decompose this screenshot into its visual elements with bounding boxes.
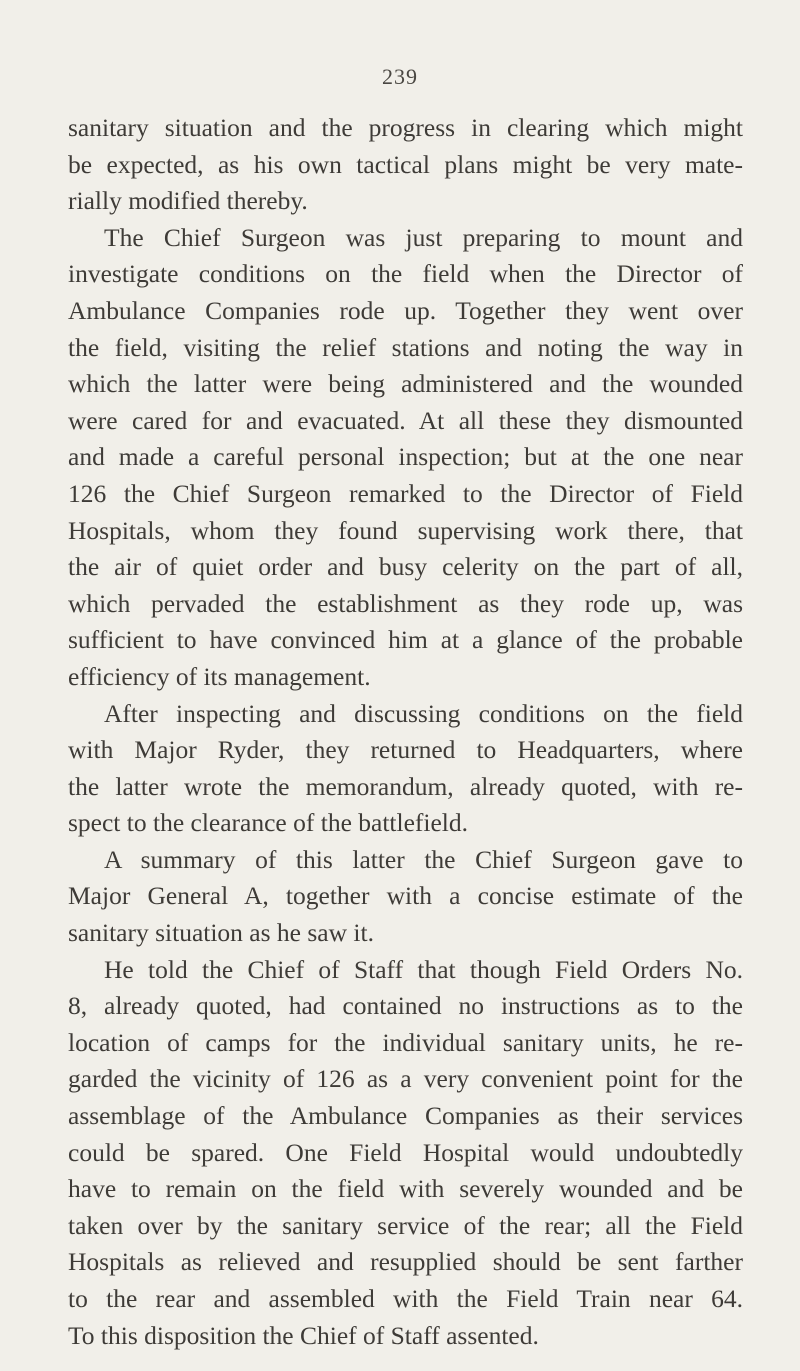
text-line: Hospitals as relieved and resupplied should be sent farther bbox=[68, 1247, 743, 1277]
text-line: spect to the clearance of the battlefield. bbox=[68, 808, 469, 838]
text-line: have to remain on the field with severely wounded and be bbox=[68, 1174, 743, 1204]
text-line: the air of quiet order and busy celerity on the part of all, bbox=[68, 552, 743, 582]
text-line: To this disposition the Chief of Staff assented. bbox=[68, 1320, 539, 1350]
text-line: sufficient to have convinced him at a glance of the probable bbox=[68, 625, 743, 655]
text-line: assemblage of the Ambulance Companies as their services bbox=[68, 1101, 743, 1131]
body-text bbox=[68, 110, 743, 1354]
page-number: 239 bbox=[382, 64, 418, 89]
text-line: the field, visiting the relief stations and noting the way in bbox=[68, 332, 743, 362]
text-line: Ambulance Companies rode up. Together they went over bbox=[68, 295, 743, 325]
text-line: to the rear and assembled with the Field Train near 64. bbox=[68, 1284, 743, 1313]
text-line: investigate conditions on the field when the Director of bbox=[68, 259, 743, 289]
text-line: with Major Ryder, they returned to Headquarters, where bbox=[68, 735, 743, 765]
text-line: efficiency of its management. bbox=[68, 661, 371, 691]
text-line: the latter wrote the memorandum, already quoted, with re- bbox=[68, 771, 743, 801]
paragraph-first-line: The Chief Surgeon was just preparing to mount and bbox=[104, 222, 743, 252]
text-line: which pervaded the establishment as they rode up, was bbox=[68, 588, 743, 618]
text-line: sanitary situation and the progress in clearing which might bbox=[68, 113, 743, 142]
paragraph-first-line: He told the Chief of Staff that though Field Orders No. bbox=[104, 954, 743, 984]
paragraph-first-line: A summary of this latter the Chief Surgeon gave to bbox=[104, 844, 743, 874]
text-line: 8, already quoted, had contained no instructions as to the bbox=[68, 991, 743, 1021]
text-line: rially modified thereby. bbox=[68, 186, 308, 216]
text-line: location of camps for the individual sanitary units, he re- bbox=[68, 1027, 743, 1057]
text-line: sanitary situation as he saw it. bbox=[68, 918, 374, 948]
text-line: 126 the Chief Surgeon remarked to the Director of Field bbox=[68, 478, 743, 508]
text-line: Major General A, together with a concise estimate of the bbox=[68, 881, 743, 911]
text-line: were cared for and evacuated. At all these they dismounted bbox=[68, 405, 743, 435]
text-line: taken over by the sanitary service of the rear; all the Field bbox=[68, 1210, 743, 1240]
text-line: garded the vicinity of 126 as a very convenient point for the bbox=[68, 1064, 743, 1094]
text-line: which the latter were being administered and the wounded bbox=[68, 369, 743, 399]
paragraph-first-line: After inspecting and discussing conditions on the field bbox=[104, 698, 743, 728]
text-line: Hospitals, whom they found supervising work there, that bbox=[68, 515, 743, 545]
text-line: and made a careful personal inspection; but at the one near bbox=[68, 442, 743, 472]
text-line: could be spared. One Field Hospital would undoubtedly bbox=[68, 1137, 743, 1167]
text-line: be expected, as his own tactical plans might be very mate- bbox=[68, 149, 743, 179]
